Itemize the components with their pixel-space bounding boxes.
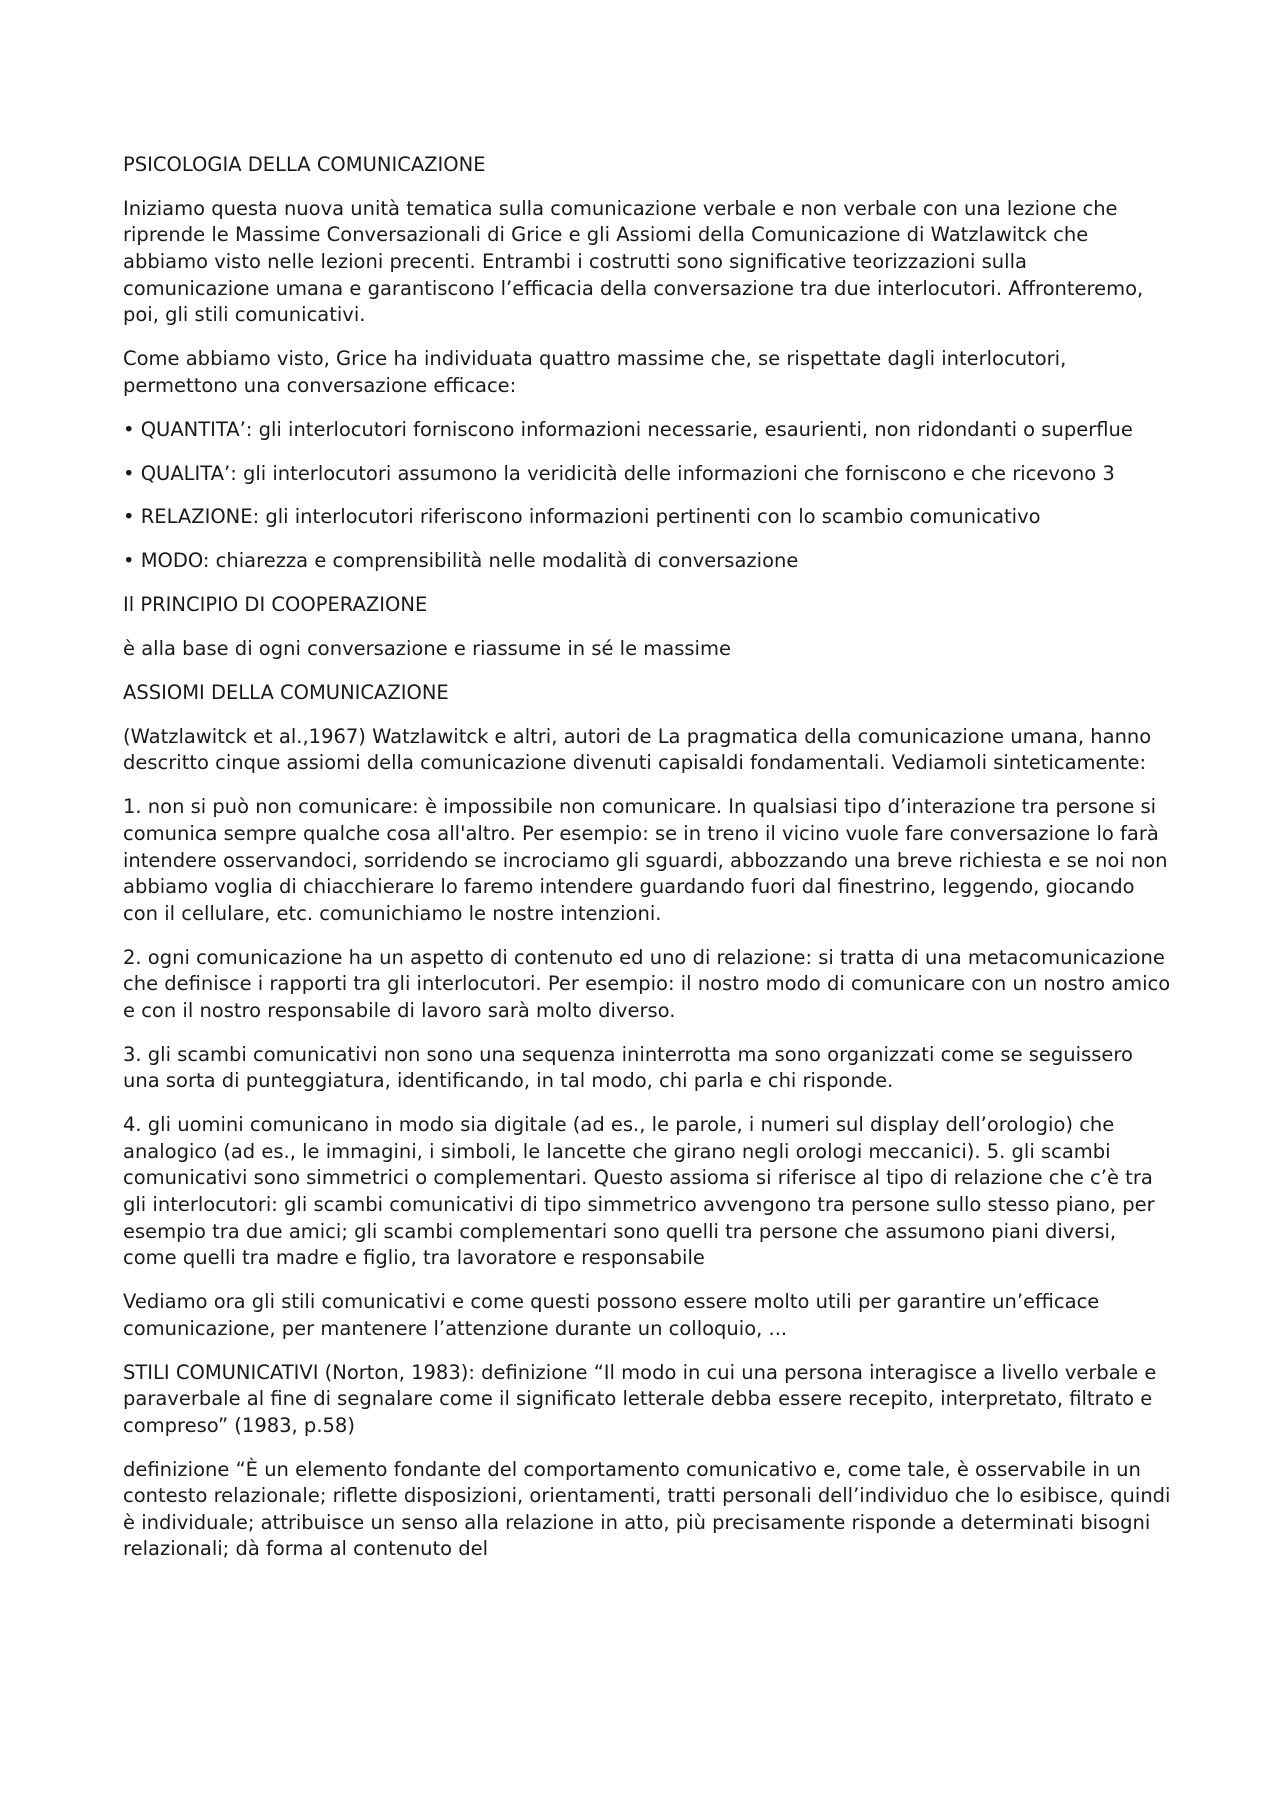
- axioms-heading: ASSIOMI DELLA COMUNICAZIONE: [123, 680, 449, 704]
- axiom-2-paragraph: 2. ogni comunicazione ha un aspetto di contenuto ed uno di relazione: si tratta di una metacomunicazione che definisce i rapporti tra gli interlocutori. Per esempio: il nostro modo di comunicare con un nostro amico e con il nostro responsabile di lavoro sarà molto diverso.: [123, 945, 1171, 1022]
- document-title: PSICOLOGIA DELLA COMUNICAZIONE: [123, 153, 486, 176]
- styles-definition-1-paragraph: STILI COMUNICATIVI (Norton, 1983): definizione “Il modo in cui una persona interagisce a livello verbale e paraverbale al fine di segnalare come il significato letterale debba essere recepito, interpretato, filtrato e compreso” (1983, p.58): [123, 1360, 1157, 1437]
- intro-paragraph: Iniziamo questa nuova unità tematica sulla comunicazione verbale e non verbale con una lezione che riprende le Massime Conversazionali di Grice e gli Assiomi della Comunicazione di Watzlawitck che abbiamo visto nelle lezioni precenti. Entrambi i costrutti sono significative teorizzazioni sulla comunicazione umana e garantiscono l’efficacia della conversazione tra due interlocutori. Affronteremo, poi, gli stili comunicativi.: [123, 196, 1144, 327]
- maxim-modo: • MODO: chiarezza e comprensibilità nelle modalità di conversazione: [123, 549, 799, 573]
- cooperation-heading: Il PRINCIPIO DI COOPERAZIONE: [123, 593, 428, 617]
- maxim-qualita: • QUALITA’: gli interlocutori assumono la veridicità delle informazioni che forniscono e che ricevono 3: [123, 461, 1115, 485]
- axiom-1-paragraph: 1. non si può non comunicare: è impossibile non comunicare. In qualsiasi tipo d’interazione tra persone si comunica sempre qualche cosa all'altro. Per esempio: se in treno il vicino vuole fare conversazione lo farà intendere osservandoci, sorridendo se incrociamo gli sguardi, abbozzando una breve richiesta e se noi non abbiamo voglia di chiacchierare lo faremo intendere guardando fuori dal finestrino, leggendo, giocando con il cellulare, etc. comunichiamo le nostre intenzioni.: [123, 795, 1168, 925]
- styles-intro-paragraph: Vediamo ora gli stili comunicativi e come questi possono essere molto utili per garantire un’efficace comunicazione, per mantenere l’attenzione durante un colloquio, ...: [123, 1290, 1100, 1340]
- axiom-3-paragraph: 3. gli scambi comunicativi non sono una sequenza ininterrotta ma sono organizzati come se seguissero una sorta di punteggiatura, identificando, in tal modo, chi parla e chi risponde.: [123, 1042, 1133, 1093]
- axioms-intro-paragraph: (Watzlawitck et al.,1967) Watzlawitck e altri, autori de La pragmatica della comunicazione umana, hanno descritto cinque assiomi della comunicazione divenuti capisaldi fondamentali. Vediamoli sinteticamente:: [123, 724, 1152, 775]
- maxim-relazione: • RELAZIONE: gli interlocutori riferiscono informazioni pertinenti con lo scambio comunicativo: [123, 505, 1041, 529]
- maxim-quantita: • QUANTITA’: gli interlocutori forniscono informazioni necessarie, esaurienti, non ridondanti o superflue: [123, 417, 1133, 441]
- axiom-4-5-paragraph: 4. gli uomini comunicano in modo sia digitale (ad es., le parole, i numeri sul display dell’orologio) che analogico (ad es., le immagini, i simboli, le lancette che girano negli orologi meccanici). 5. gli scambi comunicativi sono simmetrici o complementari. Questo assioma si riferisce al tipo di relazione che c’è tra gli interlocutori: gli scambi comunicativi di tipo simmetrico avvengono tra persone sullo stesso piano, per esempio tra due amici; gli scambi complementari sono quelli tra persone che assumono piani diversi, come quelli tra madre e figlio, tra lavoratore e responsabile: [123, 1113, 1155, 1270]
- document-body: [123, 152, 1173, 1580]
- styles-definition-2-paragraph: definizione “È un elemento fondante del comportamento comunicativo e, come tale, è osservabile in un contesto relazionale; riflette disposizioni, orientamenti, tratti personali dell’individuo che lo esibisce, quindi è individuale; attribuisce un senso alla relazione in atto, più precisamente risponde a determinati bisogni relazionali; dà forma al contenuto del: [123, 1457, 1171, 1561]
- cooperation-paragraph: è alla base di ogni conversazione e riassume in sé le massime: [123, 637, 731, 661]
- grice-intro-paragraph: Come abbiamo visto, Grice ha individuata quattro massime che, se rispettate dagli interlocutori, permettono una conversazione efficace:: [123, 347, 1067, 397]
